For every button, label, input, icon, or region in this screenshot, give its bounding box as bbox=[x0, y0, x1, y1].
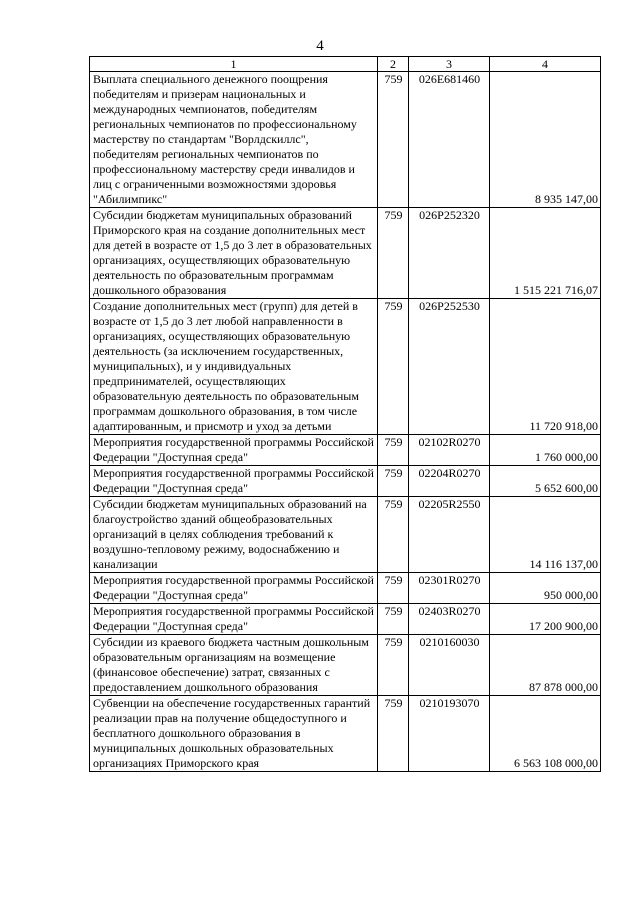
row-code-cell: 02403R0270 bbox=[409, 604, 490, 635]
row-name-cell: Создание дополнительных мест (групп) для детей в возрасте от 1,5 до 3 лет любой направленности в организациях, осуществляющих образовательную деятельность (за исключением государственных, муниципальных), и у индивидуальных предпринимателей, осуществляющих образовательную деятельность по образовательным программам дошкольного образования, в том числе адаптированным, и присмотр и уход за детьми bbox=[90, 299, 378, 435]
row-amount-cell: 14 116 137,00 bbox=[490, 497, 601, 573]
header-cell-2: 2 bbox=[378, 57, 409, 72]
row-ministry-cell: 759 bbox=[378, 466, 409, 497]
row-code-cell: 02301R0270 bbox=[409, 573, 490, 604]
row-amount-cell: 87 878 000,00 bbox=[490, 635, 601, 696]
row-name-cell: Выплата специального денежного поощрения победителям и призерам национальных и международных чемпионатов, победителям региональных чемпионатов по профессиональному мастерству по стандартам "Ворлдскиллс", победителям региональных чемпионатов по профессиональному мастерству среди инвалидов и лиц с ограниченными возможностями здоровья "Абилимпикс" bbox=[90, 72, 378, 208]
row-name-cell: Субсидии из краевого бюджета частным дошкольным образовательным организациям на возмещение (финансовое обеспечение) затрат, связанных с предоставлением дошкольного образования bbox=[90, 635, 378, 696]
row-ministry-cell: 759 bbox=[378, 208, 409, 299]
table-row bbox=[90, 497, 601, 573]
row-amount-cell: 5 652 600,00 bbox=[490, 466, 601, 497]
row-ministry-cell: 759 bbox=[378, 604, 409, 635]
page-number: 4 bbox=[316, 38, 324, 54]
row-name-cell: Субсидии бюджетам муниципальных образований Приморского края на создание дополнительных мест для детей в возрасте от 1,5 до 3 лет в образовательных организациях, осуществляющих образовательную деятельность по образовательным программам дошкольного образования bbox=[90, 208, 378, 299]
row-ministry-cell: 759 bbox=[378, 696, 409, 772]
header-cell-4: 4 bbox=[490, 57, 601, 72]
table-row bbox=[90, 72, 601, 208]
row-amount-cell: 950 000,00 bbox=[490, 573, 601, 604]
row-ministry-cell: 759 bbox=[378, 72, 409, 208]
header-cell-1: 1 bbox=[90, 57, 378, 72]
budget-table-body bbox=[90, 57, 601, 772]
row-code-cell: 0210160030 bbox=[409, 635, 490, 696]
row-ministry-cell: 759 bbox=[378, 497, 409, 573]
row-amount-cell: 11 720 918,00 bbox=[490, 299, 601, 435]
row-name-cell: Субвенции на обеспечение государственных гарантий реализации прав на получение общедоступного и бесплатного дошкольного образования в муниципальных дошкольных образовательных организациях Приморского края bbox=[90, 696, 378, 772]
row-amount-cell: 8 935 147,00 bbox=[490, 72, 601, 208]
table-row bbox=[90, 435, 601, 466]
row-amount-cell: 6 563 108 000,00 bbox=[490, 696, 601, 772]
row-code-cell: 026P252320 bbox=[409, 208, 490, 299]
row-code-cell: 026E681460 bbox=[409, 72, 490, 208]
table-row bbox=[90, 466, 601, 497]
row-name-cell: Мероприятия государственной программы Российской Федерации "Доступная среда" bbox=[90, 466, 378, 497]
row-amount-cell: 17 200 900,00 bbox=[490, 604, 601, 635]
table-row bbox=[90, 696, 601, 772]
table-row bbox=[90, 299, 601, 435]
row-name-cell: Мероприятия государственной программы Российской Федерации "Доступная среда" bbox=[90, 604, 378, 635]
table-header-row bbox=[90, 57, 601, 72]
table-row bbox=[90, 208, 601, 299]
row-code-cell: 02204R0270 bbox=[409, 466, 490, 497]
table-row bbox=[90, 635, 601, 696]
row-ministry-cell: 759 bbox=[378, 435, 409, 466]
row-code-cell: 02102R0270 bbox=[409, 435, 490, 466]
row-code-cell: 02205R2550 bbox=[409, 497, 490, 573]
row-code-cell: 0210193070 bbox=[409, 696, 490, 772]
budget-table bbox=[89, 56, 601, 772]
row-name-cell: Субсидии бюджетам муниципальных образований на благоустройство зданий общеобразовательных организаций в целях соблюдения требований к воздушно-тепловому режиму, водоснабжению и канализации bbox=[90, 497, 378, 573]
row-amount-cell: 1 760 000,00 bbox=[490, 435, 601, 466]
table-row bbox=[90, 573, 601, 604]
row-name-cell: Мероприятия государственной программы Российской Федерации "Доступная среда" bbox=[90, 435, 378, 466]
row-ministry-cell: 759 bbox=[378, 299, 409, 435]
row-amount-cell: 1 515 221 716,07 bbox=[490, 208, 601, 299]
row-ministry-cell: 759 bbox=[378, 635, 409, 696]
row-code-cell: 026P252530 bbox=[409, 299, 490, 435]
row-ministry-cell: 759 bbox=[378, 573, 409, 604]
row-name-cell: Мероприятия государственной программы Российской Федерации "Доступная среда" bbox=[90, 573, 378, 604]
header-cell-3: 3 bbox=[409, 57, 490, 72]
table-row bbox=[90, 604, 601, 635]
